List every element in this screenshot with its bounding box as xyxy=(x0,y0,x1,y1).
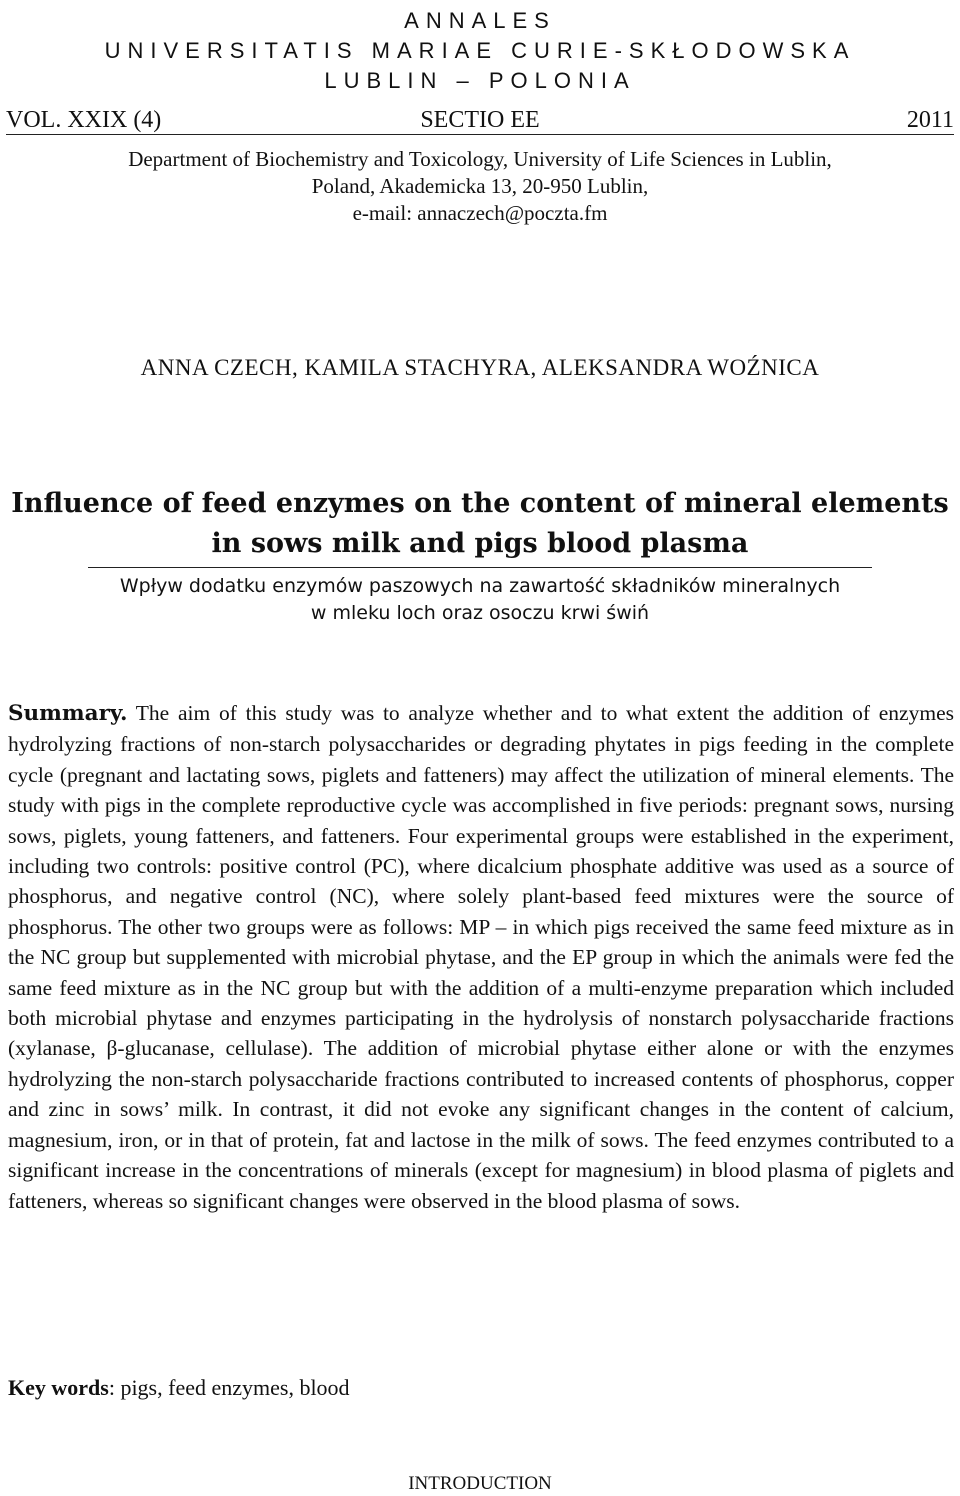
article-title-line1: Influence of feed enzymes on the content of mineral elements xyxy=(11,488,949,519)
abstract xyxy=(8,698,954,1216)
volume-number: VOL. XXIX (4) xyxy=(6,107,162,133)
affiliation-email: e-mail: annaczech@poczta.fm xyxy=(352,201,608,225)
publication-year: 2011 xyxy=(906,107,954,133)
author-list: ANNA CZECH, KAMILA STACHYRA, ALEKSANDRA WOŹNICA xyxy=(140,355,820,380)
keywords-text: : pigs, feed enzymes, blood xyxy=(108,1375,350,1400)
title-divider xyxy=(88,567,872,568)
journal-name-line1: ANNALES xyxy=(404,8,556,33)
abstract-text: The aim of this study was to analyze whether and to what extent the addition of enzymes hydrolyzing fractions of non-starch polysaccharides or degrading phytates in pigs feeding in the complete cycle (pregnant and lactating sows, piglets and fatteners) may affect the utilization of mineral elements. The study with pigs in the complete reproductive cycle was accomplished in five periods: pregnant sows, nursing sows, piglets, young fatteners, and fatteners. Four experimental groups were established in the experiment, including two controls: positive control (PC), where dicalcium phosphate additive was used as a source of phosphorus, and negative control (NC), where solely plant-based feed mixtures were the source of phosphorus. The other two groups were as follows: MP – in which pigs received the same feed mixture as in the NC group but supplemented with microbial phytase, and the EP group in which the animals were fed the same feed mixture as in the NC group but with the addition of a multi-enzyme preparation which included both microbial phytase and enzymes participating in the hydrolysis of nonstarch polysaccharide fractions (xylanase, β-glucanase, cellulase). The addition of microbial phytase either alone or with the enzymes hydrolyzing the non-starch polysaccharide fractions contributed to increased contents of phosphorus, copper and zinc in sows’ milk. In contrast, it did not evoke any significant changes in the content of calcium, magnesium, iron, or in that of protein, fat and lactose in the milk of sows. The feed enzymes contributed to a significant increase in the concentrations of minerals (except for magnesium) in blood plasma of piglets and fatteners, whereas so significant changes were observed in the blood plasma of sows. xyxy=(8,701,954,1213)
keywords-label: Key words xyxy=(8,1375,109,1400)
polish-subtitle xyxy=(0,573,960,627)
affiliation xyxy=(0,146,960,227)
article-title xyxy=(0,484,960,564)
journal-name-line2: UNIVERSITATIS MARIAE CURIE-SKŁODOWSKA xyxy=(104,38,856,63)
section-heading-introduction: INTRODUCTION xyxy=(408,1473,552,1494)
volume-row xyxy=(6,106,954,135)
journal-section: SECTIO EE xyxy=(420,107,540,133)
keywords xyxy=(8,1373,954,1403)
affiliation-line1: Department of Biochemistry and Toxicology, University of Life Sciences in Lublin, xyxy=(128,147,832,171)
affiliation-line2: Poland, Akademicka 13, 20-950 Lublin, xyxy=(311,174,649,198)
polish-subtitle-line2: w mleku loch oraz osoczu krwi świń xyxy=(310,602,650,624)
polish-subtitle-line1: Wpływ dodatku enzymów paszowych na zawartość składników mineralnych xyxy=(119,575,841,597)
article-title-line2: in sows milk and pigs blood plasma xyxy=(211,528,749,559)
abstract-label: Summary. xyxy=(8,701,128,726)
journal-name-line3: LUBLIN – POLONIA xyxy=(324,68,636,93)
